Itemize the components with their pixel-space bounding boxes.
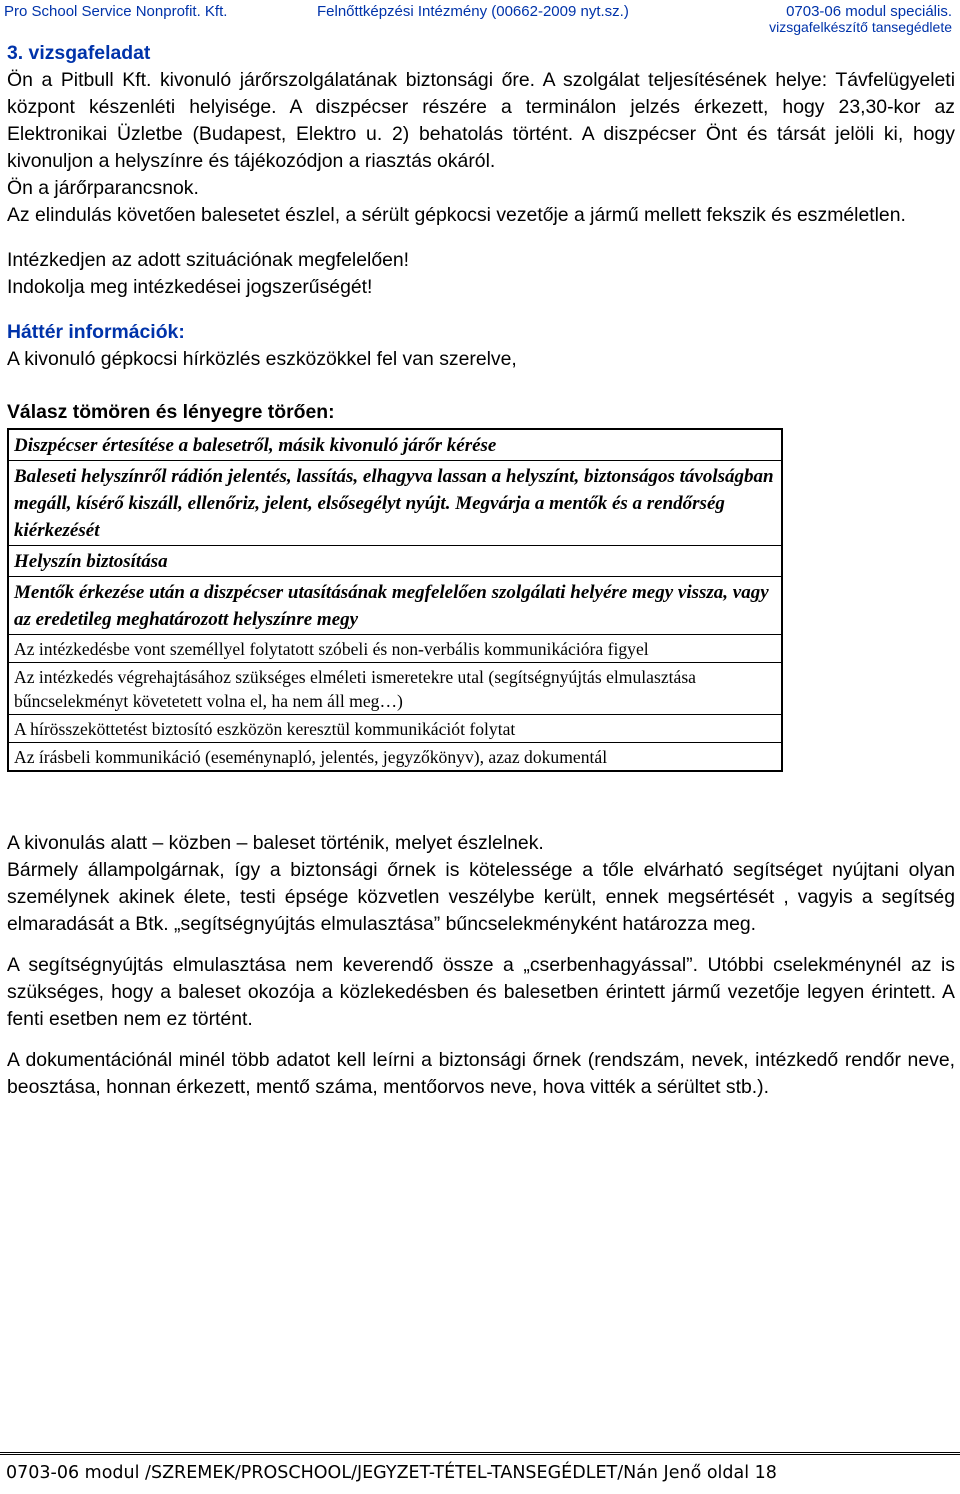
table-row xyxy=(8,546,782,577)
table-row xyxy=(8,743,782,772)
page-footer xyxy=(0,1452,960,1494)
task-title: 3. vizsgafeladat xyxy=(7,42,151,64)
header-module: 0703-06 modul speciális. xyxy=(786,3,952,20)
answer-heading: Válasz tömören és lényegre törően: xyxy=(7,401,335,423)
explanation-paragraph-1: A kivonulás alatt – közben – baleset történik, melyet észlelnek. xyxy=(7,832,544,854)
task-instruction-2: Indokolja meg intézkedései jogszerűségét! xyxy=(7,276,373,298)
explanation-paragraph-4: A dokumentációnál minél több adatot kell leírni a biztonsági őrnek (rendszám, nevek, intézkedő rendőr neve, beosztása, honnan érkezett, mentő száma, mentőorvos neve, hova vitték a sérültet stb.). xyxy=(7,1049,955,1098)
header-module-subtitle: vizsgafelkészítő tansegédlete xyxy=(769,19,952,35)
header-organization: Pro School Service Nonprofit. Kft. xyxy=(4,3,228,20)
document-body xyxy=(7,40,955,1101)
answer-cell: Helyszín biztosítása xyxy=(8,546,782,577)
criteria-cell: Az intézkedés végrehajtásához szükséges elméleti ismeretekre utal (segítségnyújtás elmulasztása bűncselekményt követetett volna el, ha nem áll meg…) xyxy=(8,663,782,715)
page-header xyxy=(0,0,960,36)
task-role: Ön a járőrparancsnok. xyxy=(7,177,199,199)
table-row xyxy=(8,461,782,546)
explanation-paragraph-3: A segítségnyújtás elmulasztása nem keverendő össze a „cserbenhagyással”. Utóbbi cselekménynél az is szükséges, hogy a baleset okozója a közlekedésben és balesetben érintett jármű vezetője legyen érintett. A fenti esetben nem ez történt. xyxy=(7,954,955,1030)
answer-table xyxy=(7,428,783,772)
criteria-cell: Az írásbeli kommunikáció (eseménynapló, jelentés, jegyzőkönyv), azaz dokumentál xyxy=(8,743,782,772)
table-row xyxy=(8,715,782,743)
footer-text: 0703-06 modul /SZREMEK/PROSCHOOL/JEGYZET-TÉTEL-TANSEGÉDLET/Nán Jenő oldal 18 xyxy=(6,1463,777,1483)
table-row xyxy=(8,635,782,663)
criteria-cell: A hírösszeköttetést biztosító eszközön keresztül kommunikációt folytat xyxy=(8,715,782,743)
task-instruction-1: Intézkedjen az adott szituációnak megfelelően! xyxy=(7,249,410,271)
answer-cell: Baleseti helyszínről rádión jelentés, lassítás, elhagyva lassan a helyszínt, biztonságos távolságban megáll, kísérő kiszáll, ellenőriz, jelent, elsősegélyt nyújt. Megvárja a mentők és a rendőrség kiérkezését xyxy=(8,461,782,546)
task-incident: Az elindulás követően balesetet észlel, a sérült gépkocsi vezetője a jármű mellett fekszik és eszméletlen. xyxy=(7,204,906,226)
header-institution: Felnőttképzési Intézmény (00662-2009 nyt.sz.) xyxy=(317,3,629,20)
table-row xyxy=(8,577,782,635)
background-heading: Háttér információk: xyxy=(7,321,185,343)
answer-cell: Mentők érkezése után a diszpécser utasításának megfelelően szolgálati helyére megy vissza, vagy az eredetileg meghatározott helyszínre megy xyxy=(8,577,782,635)
table-row xyxy=(8,663,782,715)
task-paragraph: Ön a Pitbull Kft. kivonuló járőrszolgálatának biztonsági őre. A szolgálat teljesítésének helye: Távfelügyeleti központ készenléti helyisége. A diszpécser részére a terminálon jelzés érkezett, hogy 23,30-kor az Elektronikai Üzletbe (Budapest, Elektro u. 2) behatolás történt. A diszpécser Önt és társát jelöli ki, hogy kivonuljon a helyszínre és tájékozódjon a riasztás okáról. xyxy=(7,69,955,172)
background-text: A kivonuló gépkocsi hírközlés eszközökkel fel van szerelve, xyxy=(7,348,517,370)
answer-cell: Diszpécser értesítése a balesetről, másik kivonuló járőr kérése xyxy=(8,429,782,461)
table-row xyxy=(8,429,782,461)
criteria-cell: Az intézkedésbe vont személlyel folytatott szóbeli és non-verbális kommunikációra figyel xyxy=(8,635,782,663)
explanation-paragraph-2: Bármely állampolgárnak, így a biztonsági őrnek is kötelessége a tőle elvárható segítséget nyújtani olyan személynek akinek élete, testi épsége közvetlen veszélybe került, ennek megsértését , vagyis a segítség elmaradását a Btk. „segítségnyújtás elmulasztása” bűncselekményként határozza meg. xyxy=(7,859,955,935)
